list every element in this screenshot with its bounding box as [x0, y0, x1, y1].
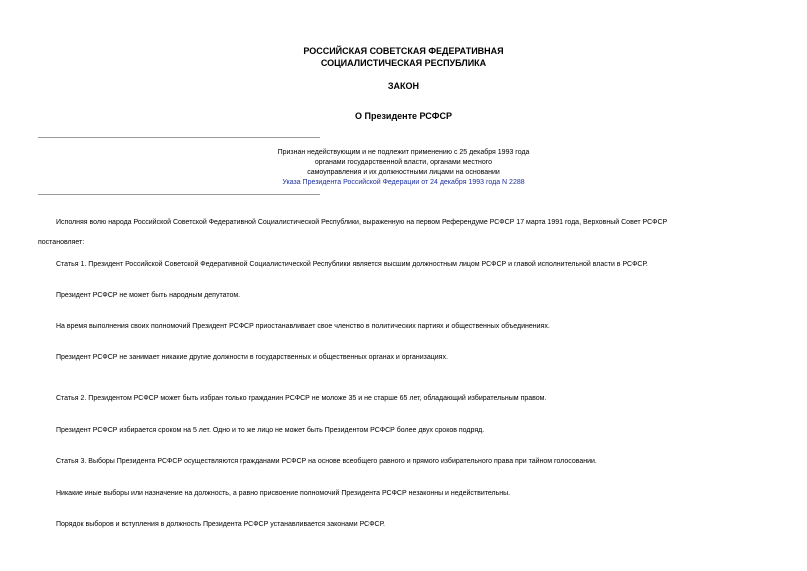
notice-line-1: Признан недействующим и не подлежит применению с 25 декабря 1993 года [277, 149, 530, 156]
paragraph: Президент РСФСР не занимает никакие другие должности в государственных и общественных органах и организациях. [56, 354, 448, 361]
notice-line-3: самоуправления и их должностными лицами на основании [307, 169, 500, 176]
document-title: О Президенте РСФСР [354, 111, 452, 121]
notice-line-2: органами государственной власти, органами местного [314, 159, 493, 166]
paragraph: Статья 2. Президентом РСФСР может быть избран только гражданин РСФСР не моложе 35 и не старше 65 лет, обладающий избирательным правом. [56, 395, 547, 402]
paragraph: Президент РСФСР избирается сроком на 5 лет. Одно и то же лицо не может быть Президентом РСФСР более двух сроков подряд. [56, 427, 485, 434]
notice-link-row [0, 178, 807, 188]
preamble-line-1: Исполняя волю народа Российской Советской Федеративной Социалистической Республики, выраженную на первом Референдуме РСФСР 17 марта 1991 года, Верховный Совет РСФСР [56, 219, 668, 226]
paragraph: Порядок выборов и вступления в должность Президента РСФСР устанавливается законами РСФСР. [56, 521, 385, 528]
paragraph: Статья 1. Президент Российской Советской Федеративной Социалистической Республики является высшим должностным лицом РСФСР и главой исполнительной власти в РСФСР. [56, 261, 648, 268]
top-divider [38, 137, 320, 138]
header-line-2: СОЦИАЛИСТИЧЕСКАЯ РЕСПУБЛИКА [320, 58, 487, 68]
decree-link[interactable]: Указа Президента Российской Федерации от 24 декабря 1993 года N 2288 [282, 179, 525, 186]
paragraph: Статья 3. Выборы Президента РСФСР осуществляются гражданами РСФСР на основе всеобщего равного и прямого избирательного права при тайном голосовании. [56, 458, 597, 465]
paragraph: На время выполнения своих полномочий Президент РСФСР приостанавливает свое членство в политических партиях и общественных объединениях. [56, 323, 550, 330]
preamble-line-2: постановляет: [38, 239, 85, 246]
paragraph: Президент РСФСР не может быть народным депутатом. [56, 292, 241, 299]
document-type: ЗАКОН [387, 81, 420, 91]
bottom-divider [38, 194, 320, 195]
header-line-1: РОССИЙСКАЯ СОВЕТСКАЯ ФЕДЕРАТИВНАЯ [303, 46, 504, 56]
paragraph: Никакие иные выборы или назначение на должность, а равно присвоение полномочий Президента РСФСР незаконны и недействительны. [56, 490, 511, 497]
